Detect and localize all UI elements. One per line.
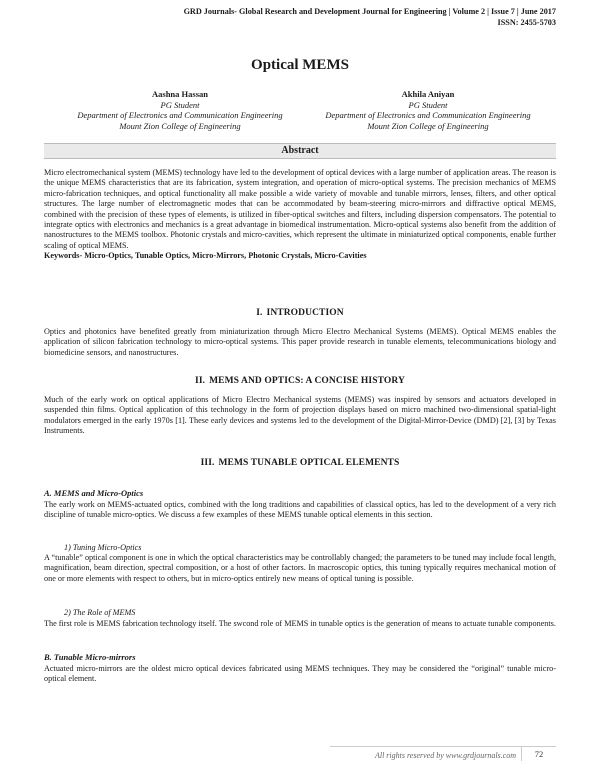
tunable-micro-mirrors-paragraph: Actuated micro-mirrors are the oldest micro optical devices fabricated using MEMS techniques. They may be considered the “original” tunable micro-optical element.	[44, 664, 556, 684]
section-heading-introduction	[0, 308, 600, 318]
tuning-micro-optics-paragraph: A “tunable” optical component is one in which the optical characteristics may be controllably changed; the parameters to be tuned may include focal length, magnification, beam direction, spectral composition, or a host of other factors. In macroscopic optics, this tuning typically requires mechanical motion of one or more elements with respect to others, but in micro-optics entirely new means of optical tuning is possible.	[44, 553, 556, 583]
section-number: III.	[200, 458, 215, 468]
section-heading-history	[0, 376, 600, 386]
author-department: Department of Electronics and Communication Engineering	[325, 110, 531, 120]
subsubsection-heading-tuning-micro-optics: 1) Tuning Micro-Optics	[64, 543, 142, 552]
abstract-body	[44, 168, 556, 262]
section-number: I.	[256, 308, 263, 318]
author-role: PG Student	[408, 99, 448, 110]
introduction-paragraph: Optics and photonics have benefited greatly from miniaturization through Micro Electro Mechanical Systems (MEMS). Optical MEMS enables the application of silicon fabrication technology to micro-optical systems. This paper provide research in tunable elements, telecommunications biology and biomedicine sensors, and nanostructures.	[44, 327, 556, 357]
section-number: II.	[195, 376, 206, 386]
abstract-text: Micro electromechanical system (MEMS) technology have led to the development of optical devices with a large number of application areas. The reason is the unique MEMS characteristics that are its fabrication, system integration, and operation of micro-optical systems. The precision mechanics of MEMS micro-fabrication techniques, and optical functionality all make possible a wide variety of movable and tunable mirrors, lenses, filters, and other optical structures. The large number of electromagnetic modes that can be accommodated by beam-steering micro-mirrors and diffractive optical MEMS, combined with the precision of these types of elements, is utilized in fiber-optical switches and filters, including dispersion compensators. The potential to integrate optics with electronics and mechanics is a great advantage in biomedical instrumentation. Micro-optical systems also benefit from the addition of nanostructures to the MEMS toolbox. Photonic crystals and micro-cavities, which represent the ultimate in miniaturized optical components, enable further scaling of optical MEMS.	[44, 168, 556, 250]
author-block	[70, 89, 290, 131]
history-paragraph: Much of the early work on optical applications of Micro Electro Mechanical systems (MEMS) was inspired by sensors and actuators developed in suspended thin films. Optical application of this technology in the form of projection displays based on micro machined two-dimensional spatial-light modulators emerged in the early 1970s [1]. These early devices and systems led to the development of the Digital-Mirror-Device (DMD) [2], [3] by Texas Instruments.	[44, 395, 556, 436]
author-name: Aashna Hassan	[152, 89, 208, 99]
journal-line: GRD Journals- Global Research and Development Journal for Engineering | Volume 2 | Issue 7 | June 2017	[183, 7, 556, 16]
section-heading-tunable-elements	[0, 458, 600, 468]
page-number: 72	[521, 747, 556, 761]
author-institution: Mount Zion College of Engineering	[119, 120, 241, 131]
author-block	[318, 89, 538, 131]
subsection-heading-tunable-micro-mirrors: B. Tunable Micro-mirrors	[44, 652, 136, 662]
section-title: INTRODUCTION	[266, 308, 344, 318]
section-title: MEMS AND OPTICS: A CONCISE HISTORY	[209, 376, 405, 386]
issn: ISSN: 2455-5703	[497, 18, 556, 27]
journal-header	[126, 6, 556, 28]
keywords: Keywords- Micro-Optics, Tunable Optics, Micro-Mirrors, Photonic Crystals, Micro-Cavities	[44, 251, 367, 261]
author-role: PG Student	[160, 99, 200, 110]
subsection-heading-mems-micro-optics: A. MEMS and Micro-Optics	[44, 488, 144, 498]
author-institution: Mount Zion College of Engineering	[367, 120, 489, 131]
author-name: Akhila Aniyan	[401, 89, 455, 99]
subsubsection-heading-role-of-mems: 2) The Role of MEMS	[64, 608, 136, 617]
section-title: MEMS TUNABLE OPTICAL ELEMENTS	[218, 458, 400, 468]
mems-micro-optics-paragraph: The early work on MEMS-actuated optics, combined with the long traditions and capabilities of classical optics, has led to the development of a very rich discipline of tunable micro-optics. We discuss a few examples of these MEMS tunable optical elements in this section.	[44, 500, 556, 520]
role-of-mems-paragraph: The first role is MEMS fabrication technology itself. The swcond role of MEMS in tunable optics is the generation of means to actuate tunable components.	[44, 619, 556, 628]
page-footer	[330, 746, 556, 761]
abstract-heading: Abstract	[44, 143, 556, 159]
copyright-notice: All rights reserved by www.grdjournals.com	[374, 751, 516, 760]
paper-title: Optical MEMS	[251, 57, 349, 73]
author-department: Department of Electronics and Communication Engineering	[77, 110, 283, 120]
